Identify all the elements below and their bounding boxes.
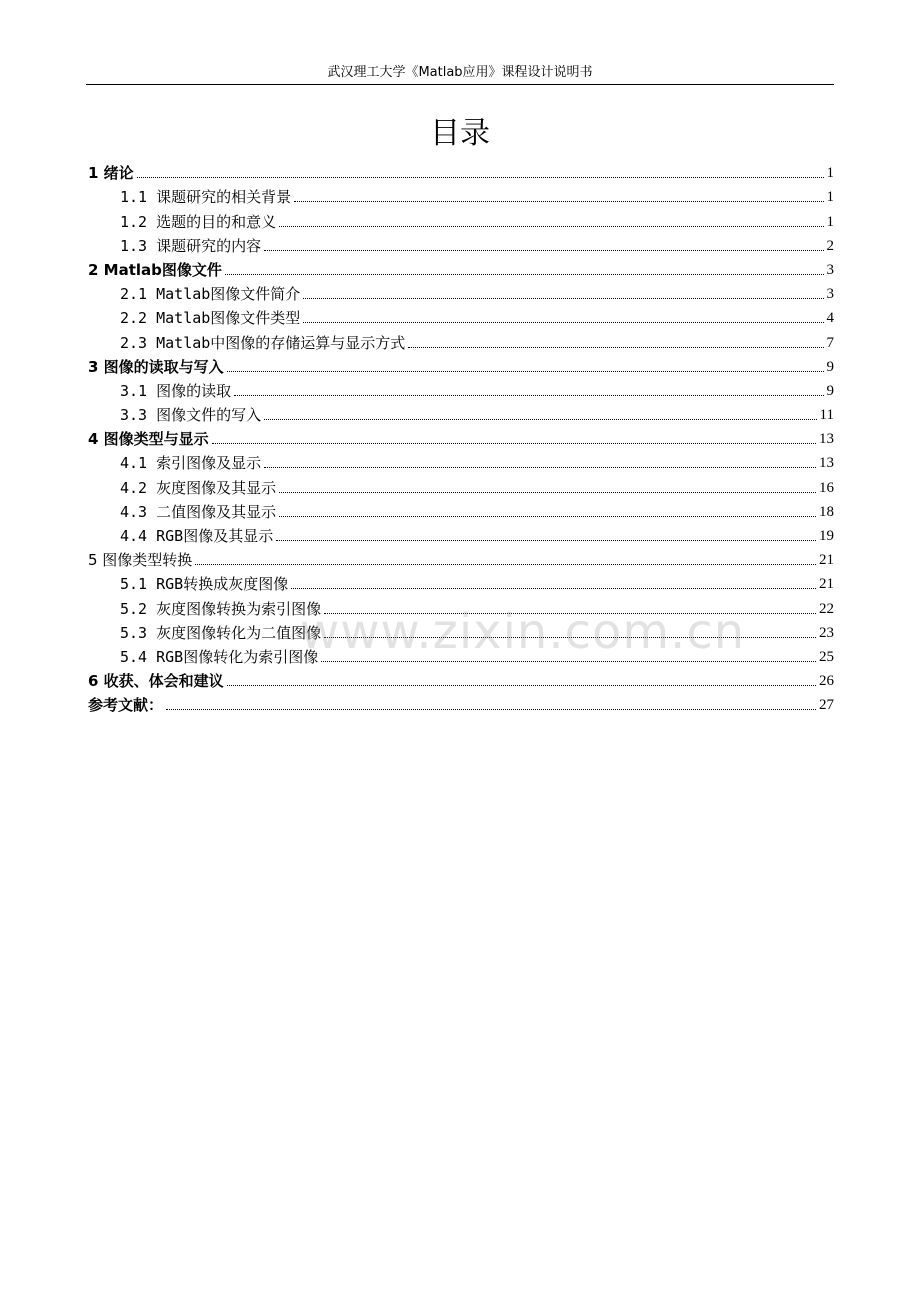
- page-header: [86, 62, 834, 85]
- toc-entry[interactable]: [88, 378, 834, 402]
- toc-entry[interactable]: [88, 257, 834, 281]
- toc-entry[interactable]: [88, 160, 834, 184]
- toc-entry-label: 6 收获、体会和建议: [88, 672, 224, 691]
- toc-entry-label: 4.3 二值图像及其显示: [120, 502, 277, 521]
- toc-entry[interactable]: [88, 426, 834, 450]
- toc-entry-page: 2: [826, 237, 834, 254]
- toc-dot-leader: [324, 636, 816, 638]
- toc-dot-leader: [276, 539, 816, 541]
- toc-entry-page: 1: [826, 189, 834, 206]
- toc-dot-leader: [166, 708, 816, 710]
- toc-entry[interactable]: [88, 571, 834, 595]
- toc-dot-leader: [408, 346, 823, 348]
- toc-entry-label: 2 Matlab图像文件: [88, 260, 222, 279]
- toc-entry-label: 1.2 选题的目的和意义: [120, 212, 277, 231]
- toc-entry-page: 19: [819, 528, 834, 544]
- toc-entry-label: 5.3 灰度图像转化为二值图像: [120, 623, 322, 642]
- toc-dot-leader: [212, 442, 816, 444]
- toc-dot-leader: [294, 200, 823, 202]
- toc-entry-page: 21: [819, 576, 834, 593]
- toc-dot-leader: [321, 660, 816, 662]
- toc-dot-leader: [291, 587, 816, 589]
- toc-entry-label: 5 图像类型转换: [88, 551, 193, 570]
- toc-entry-page: 9: [826, 358, 834, 375]
- toc-entry-page: 22: [819, 600, 834, 617]
- toc-entry-page: 4: [826, 310, 834, 327]
- toc-dot-leader: [264, 466, 816, 468]
- toc-entry[interactable]: [88, 402, 834, 426]
- toc-entry[interactable]: [88, 233, 834, 257]
- toc-entry-page: 23: [819, 624, 834, 641]
- toc-entry-page: 3: [826, 286, 834, 303]
- toc-entry-page: 11: [819, 407, 834, 424]
- toc-entry[interactable]: [88, 474, 834, 498]
- toc-entry[interactable]: [88, 547, 834, 571]
- toc-entry[interactable]: [88, 499, 834, 523]
- toc-entry-label: 参考文献：: [88, 696, 164, 715]
- toc-entry[interactable]: [88, 620, 834, 644]
- toc-entry[interactable]: [88, 329, 834, 353]
- toc-entry-label: 1.1 课题研究的相关背景: [120, 188, 292, 207]
- toc-entry-page: 13: [819, 431, 834, 448]
- toc-entry-page: 25: [819, 648, 834, 665]
- page-title: 目录: [430, 116, 490, 151]
- toc-entry[interactable]: [88, 644, 834, 668]
- toc-entry[interactable]: [88, 305, 834, 329]
- toc-dot-leader: [137, 176, 824, 178]
- toc-entry-label: 5.4 RGB图像转化为索引图像: [120, 647, 319, 666]
- toc-entry-label: 4.4 RGB图像及其显示: [120, 527, 274, 545]
- toc-entry-page: 3: [826, 261, 834, 278]
- toc-entry-page: 16: [819, 479, 834, 496]
- toc-dot-leader: [227, 684, 816, 686]
- table-of-contents: [88, 160, 834, 716]
- toc-dot-leader: [195, 563, 816, 565]
- toc-entry-label: 5.2 灰度图像转换为索引图像: [120, 599, 322, 618]
- toc-entry-label: 4 图像类型与显示: [88, 430, 209, 449]
- toc-dot-leader: [279, 491, 816, 493]
- toc-entry[interactable]: [88, 208, 834, 232]
- toc-entry-page: 1: [826, 165, 834, 182]
- toc-entry-page: 18: [819, 503, 834, 520]
- toc-entry-label: 3 图像的读取与写入: [88, 357, 224, 376]
- toc-entry-label: 2.1 Matlab图像文件简介: [120, 285, 301, 304]
- toc-dot-leader: [264, 418, 816, 420]
- toc-entry-page: 9: [826, 382, 834, 399]
- toc-dot-leader: [303, 297, 823, 299]
- header-text: 武汉理工大学《Matlab应用》课程设计说明书: [327, 65, 593, 80]
- toc-dot-leader: [227, 370, 824, 372]
- toc-entry-page: 13: [819, 455, 834, 472]
- toc-dot-leader: [324, 612, 816, 614]
- toc-entry-label: 4.1 索引图像及显示: [120, 454, 262, 473]
- toc-entry[interactable]: [88, 595, 834, 619]
- toc-entry[interactable]: [88, 354, 834, 378]
- toc-entry-label: 1 绪论: [88, 164, 134, 183]
- toc-entry-page: 27: [819, 697, 834, 714]
- toc-entry[interactable]: [88, 450, 834, 474]
- toc-entry-label: 1.3 课题研究的内容: [120, 236, 262, 255]
- toc-entry[interactable]: [88, 523, 834, 547]
- toc-dot-leader: [234, 394, 823, 396]
- toc-entry-page: 21: [819, 552, 834, 569]
- watermark: www.zixin.com.cn: [300, 604, 746, 660]
- toc-entry-label: 5.1 RGB转换成灰度图像: [120, 575, 289, 594]
- toc-entry-page: 1: [826, 213, 834, 230]
- toc-entry-page: 26: [819, 673, 834, 690]
- toc-entry-label: 4.2 灰度图像及其显示: [120, 478, 277, 497]
- toc-dot-leader: [264, 249, 823, 251]
- toc-dot-leader: [303, 321, 823, 323]
- toc-dot-leader: [225, 273, 824, 275]
- toc-entry-label: 2.3 Matlab中图像的存储运算与显示方式: [120, 333, 406, 352]
- toc-entry[interactable]: [88, 668, 834, 692]
- toc-entry[interactable]: [88, 184, 834, 208]
- toc-dot-leader: [279, 515, 816, 517]
- toc-entry[interactable]: [88, 692, 834, 716]
- toc-entry-label: 2.2 Matlab图像文件类型: [120, 309, 301, 328]
- toc-entry-label: 3.3 图像文件的写入: [120, 406, 262, 425]
- toc-entry-page: 7: [826, 334, 834, 351]
- toc-dot-leader: [279, 225, 823, 227]
- toc-entry[interactable]: [88, 281, 834, 305]
- toc-entry-label: 3.1 图像的读取: [120, 381, 232, 400]
